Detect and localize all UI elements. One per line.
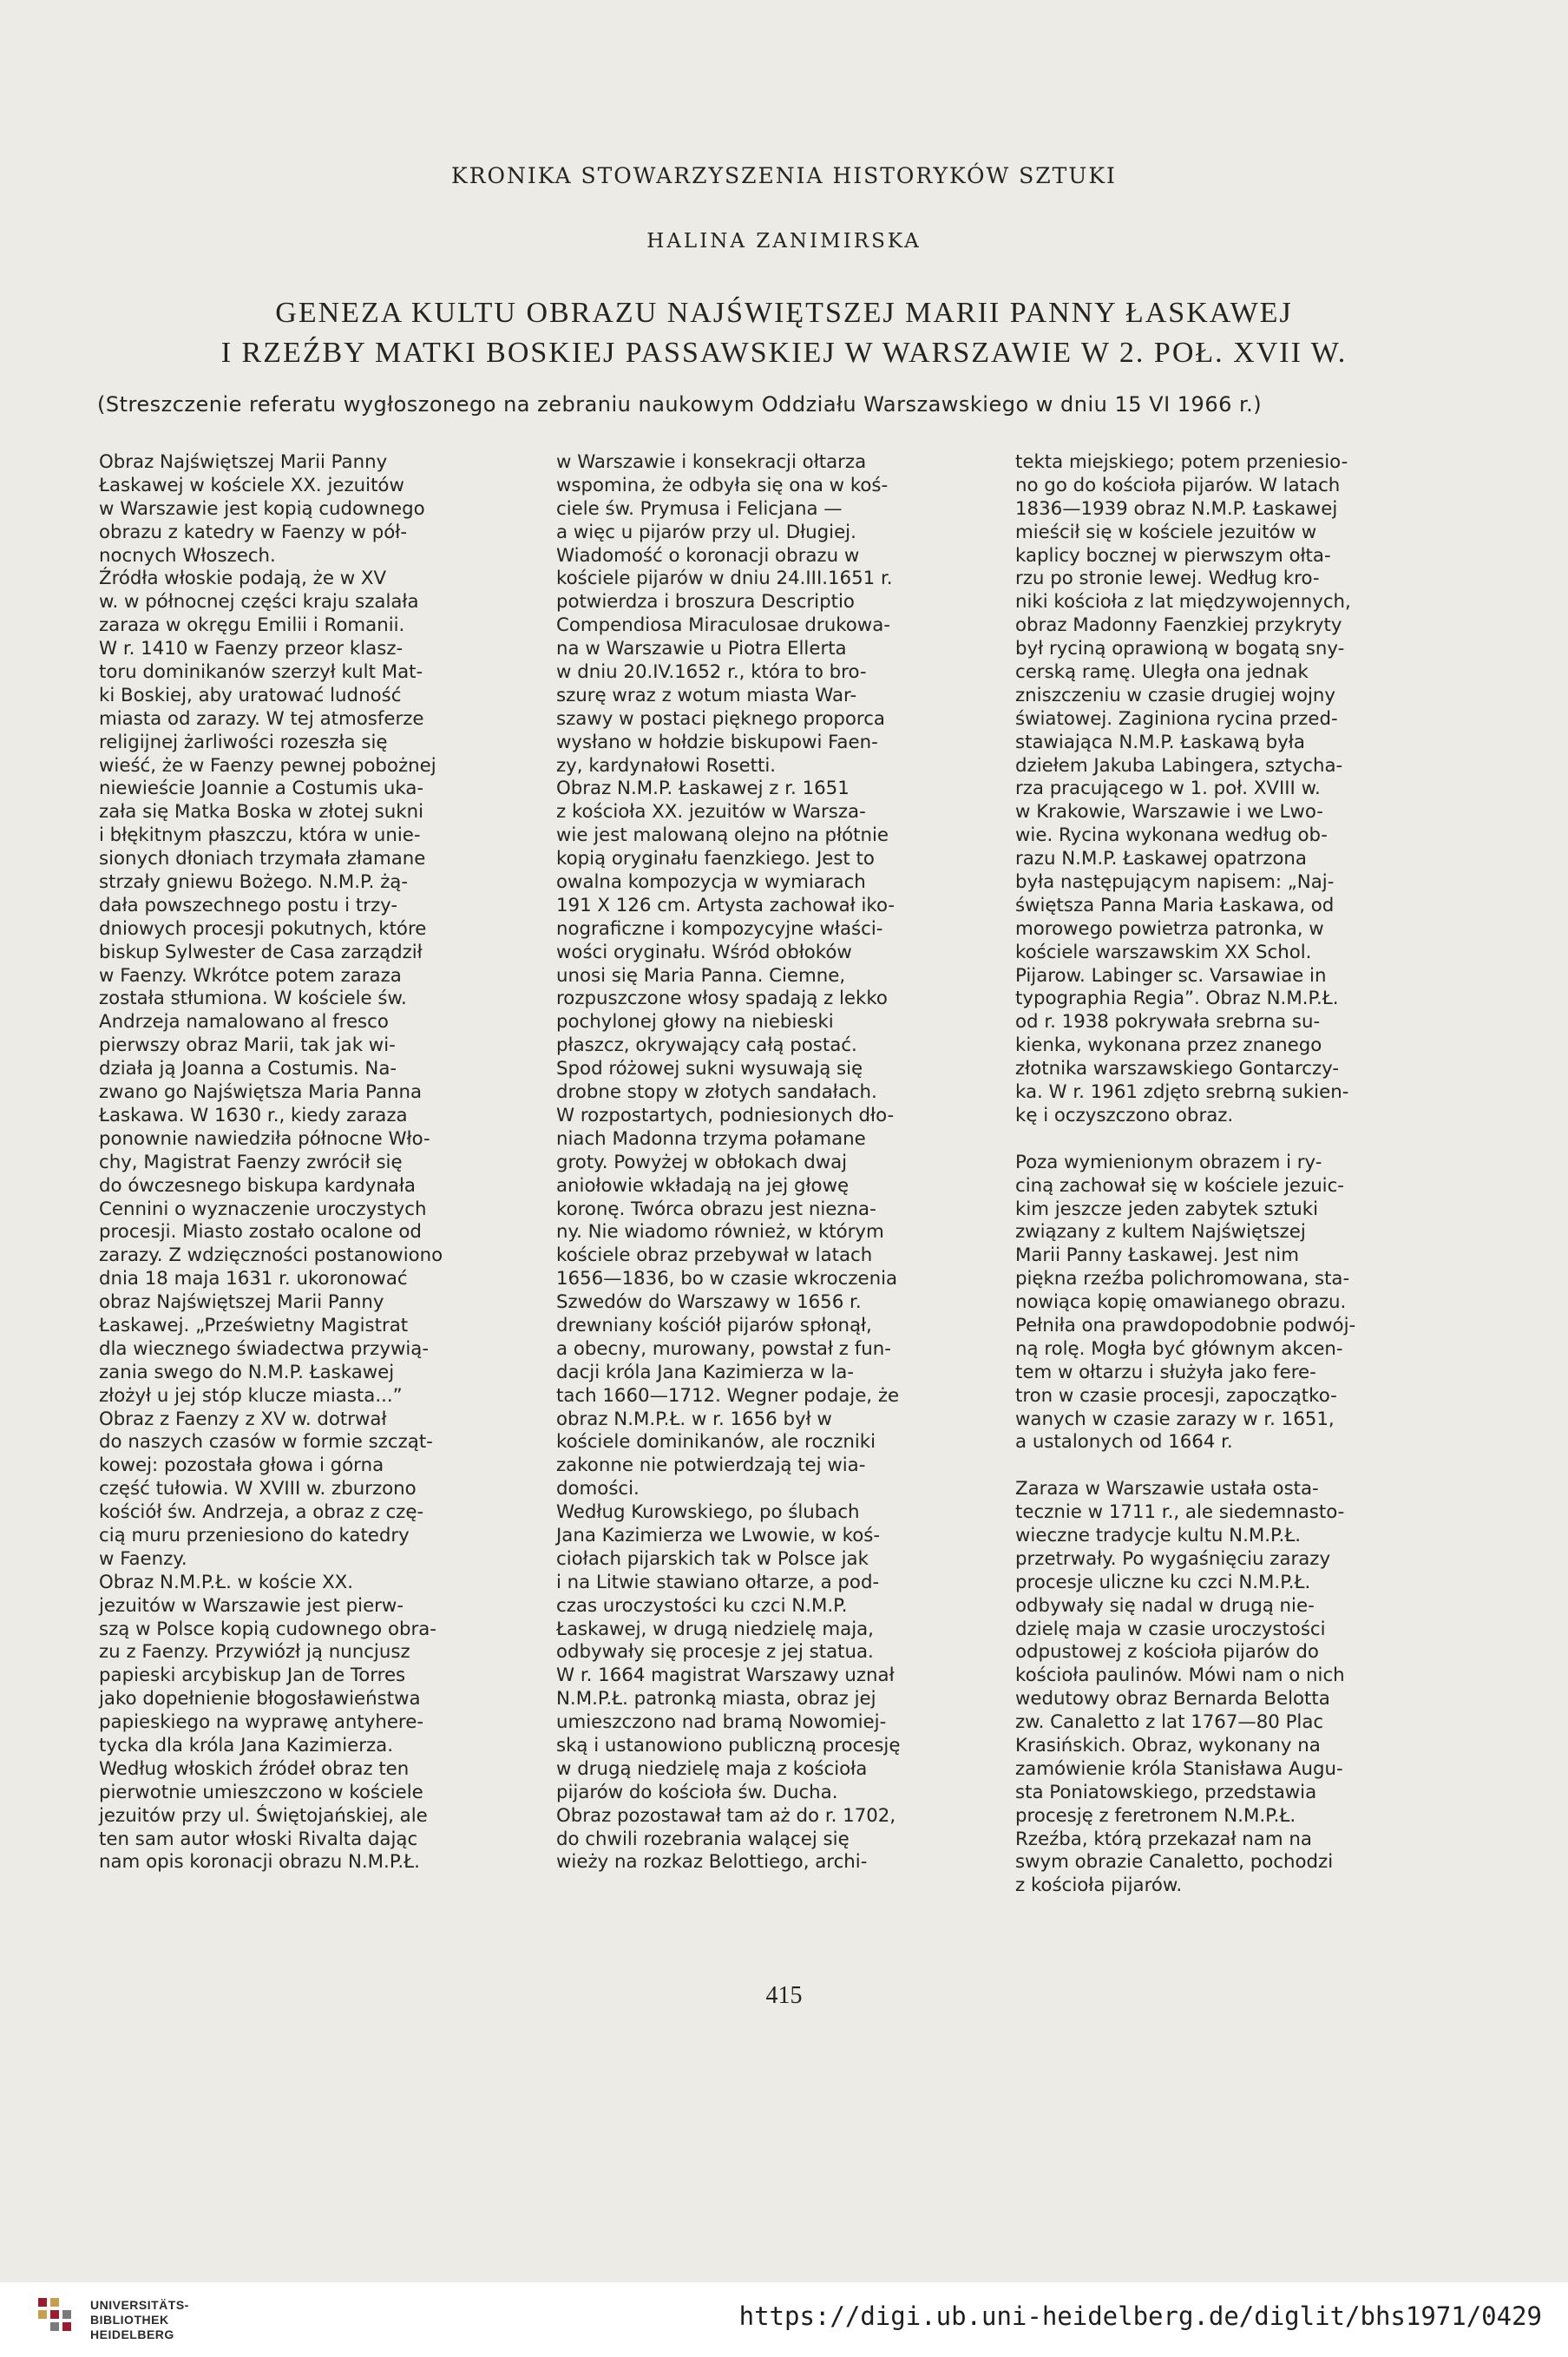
text-line: Compendiosa Miraculosae drukowa-	[556, 614, 890, 637]
text-line: dała powszechnego postu i trzy-	[99, 894, 398, 916]
article-subtitle: (Streszczenie referatu wygłoszonego na zebraniu naukowym Oddziału Warszawskiego w dniu 15 VI 1966 r.)	[97, 392, 1263, 417]
text-line: w. w północnej części kraju szalała	[99, 591, 419, 614]
text-line: jezuitów przy ul. Świętojańskiej, ale	[99, 1804, 428, 1827]
text-line	[1015, 1454, 1466, 1478]
text-line: wieść, że w Faenzy pewnej pobożnej	[99, 754, 436, 777]
text-line: kopią oryginału faenzkiego. Jest to	[556, 848, 875, 870]
page-number: 415	[765, 1982, 803, 2009]
text-line: niki kościoła z lat międzywojennych,	[1015, 591, 1351, 614]
text-line: aniołowie wkładają na jej głowę	[556, 1174, 850, 1197]
text-line: wie. Rycina wykonana według ob-	[1015, 824, 1328, 847]
text-line: od r. 1938 pokrywała srebrna su-	[1015, 1011, 1321, 1034]
text-line: wanych w czasie zarazy w r. 1651,	[1015, 1408, 1335, 1430]
text-line: zy, kardynałowi Rosetti.	[556, 754, 777, 777]
text-line: rozpuszczone włosy spadają z lekko	[556, 988, 888, 1010]
text-line: kościele pijarów w dniu 24.III.1651 r.	[556, 568, 893, 590]
text-line: nocnych Włoszech.	[99, 544, 276, 567]
library-name	[90, 2298, 189, 2342]
text-line: związany z kultem Najświętszej	[1015, 1221, 1306, 1244]
text-line: ską i ustanowiono publiczną procesję	[556, 1734, 901, 1756]
text-line: N.M.P.Ł. patronką miasta, obraz jej	[556, 1688, 876, 1710]
text-line: świętsza Panna Maria Łaskawa, od	[1015, 894, 1335, 916]
text-line: obraz N.M.P.Ł. w r. 1656 był w	[556, 1408, 832, 1430]
text-line: papieskiego na wyprawę antyhere-	[99, 1711, 424, 1734]
text-line: kaplicy bocznej w pierwszym ołta-	[1015, 544, 1331, 567]
text-line: stawiająca N.M.P. Łaskawą była	[1015, 731, 1305, 753]
text-line: ciną zachował się w kościele jezuic-	[1015, 1174, 1344, 1197]
text-line: Jana Kazimierza we Lwowie, w koś-	[556, 1524, 881, 1546]
text-line: pierwszy obraz Marii, tak jak wi-	[99, 1034, 396, 1057]
text-line: nograficzne i kompozycyjne właści-	[556, 917, 883, 940]
text-line: ny. Nie wiadomo również, w którym	[556, 1221, 884, 1244]
text-line: a obecny, murowany, powstał z fun-	[556, 1337, 891, 1360]
text-line: Łaskawej. „Prześwietny Magistrat	[99, 1314, 409, 1336]
text-line: kościoła paulinów. Mówi nam o nich	[1015, 1664, 1345, 1687]
text-line: rzu po stronie lewej. Według kro-	[1015, 568, 1320, 590]
text-line: Wiadomość o koronacji obrazu w	[556, 544, 860, 567]
text-line: Obraz Najświętszej Marii Panny	[99, 451, 388, 473]
text-line: zakonne nie potwierdzają tej wia-	[556, 1454, 866, 1477]
text-line: kościół św. Andrzeja, a obraz z czę-	[99, 1501, 424, 1524]
text-line: była następującym napisem: „Naj-	[1015, 871, 1335, 894]
text-line: w Faenzy.	[99, 1547, 187, 1570]
text-line: Łaskawej, w drugą niedzielę maja,	[556, 1618, 874, 1640]
text-line: a ustalonych od 1664 r.	[1015, 1431, 1233, 1454]
text-line: jako dopełnienie błogosławieństwa	[99, 1688, 421, 1710]
text-line: ną rolę. Mogła być głównym akcen-	[1015, 1337, 1343, 1360]
text-line: tecznie w 1711 r., ale siedemnasto-	[1015, 1501, 1345, 1524]
text-line: Obraz N.M.P. Łaskawej z r. 1651	[556, 778, 850, 800]
text-line: razu N.M.P. Łaskawej opatrzona	[1015, 848, 1307, 870]
author-name: HALINA ZANIMIRSKA	[646, 230, 922, 253]
text-line: światowej. Zaginiona rycina przed-	[1015, 707, 1338, 730]
text-line: procesje uliczne ku czci N.M.P.Ł.	[1015, 1571, 1311, 1593]
text-column-2	[556, 451, 1007, 1874]
title-line-1: GENEZA KULTU OBRAZU NAJŚWIĘTSZEJ MARII PANNY ŁASKAWEJ	[275, 297, 1293, 329]
text-line: pijarów do kościoła św. Ducha.	[556, 1781, 838, 1803]
article-title	[0, 293, 1568, 373]
text-line: przetrwały. Po wygaśnięciu zarazy	[1015, 1547, 1331, 1570]
text-line: Szwedów do Warszawy w 1656 r.	[556, 1291, 862, 1314]
text-line: i na Litwie stawiano ołtarze, a pod-	[556, 1571, 880, 1593]
text-line: groty. Powyżej w obłokach dwaj	[556, 1151, 848, 1173]
text-line: zniszczeniu w czasie drugiej wojny	[1015, 684, 1336, 706]
text-line: nowiąca kopię omawianego obrazu.	[1015, 1291, 1347, 1314]
text-line: obraz Madonny Faenzkiej przykryty	[1015, 614, 1342, 637]
text-line: w Warszawie i konsekracji ołtarza	[556, 451, 867, 473]
text-line: wieży na rozkaz Belottiego, archi-	[556, 1851, 868, 1874]
text-line: tycka dla króla Jana Kazimierza.	[99, 1734, 393, 1756]
running-head: KRONIKA STOWARZYSZENIA HISTORYKÓW SZTUKI	[451, 163, 1117, 188]
text-line: Rzeźba, którą przekazał nam na	[1015, 1828, 1312, 1850]
text-line: W r. 1664 magistrat Warszawy uznał	[556, 1664, 895, 1687]
text-line: czas uroczystości ku czci N.M.P.	[556, 1594, 848, 1617]
text-line: w Faenzy. Wkrótce potem zaraza	[99, 964, 402, 987]
library-name-line: HEIDELBERG	[90, 2327, 174, 2341]
library-name-line: UNIVERSITÄTS-	[90, 2298, 189, 2312]
text-line: dacji króla Jana Kazimierza w la-	[556, 1361, 855, 1383]
text-line: Marii Panny Łaskawej. Jest nim	[1015, 1244, 1299, 1267]
text-line: Krasińskich. Obraz, wykonany na	[1015, 1734, 1321, 1756]
text-line: religijnej żarliwości rozeszła się	[99, 731, 388, 753]
text-line: sta Poniatowskiego, przedstawia	[1015, 1781, 1317, 1803]
text-line: kościele dominikanów, ale roczniki	[556, 1431, 876, 1454]
text-line: złożył u jej stóp klucze miasta...”	[99, 1384, 403, 1407]
text-line: odbywały się procesje z jej statua.	[556, 1641, 874, 1664]
text-line: biskup Sylwester de Casa zarządził	[99, 941, 423, 963]
text-line: zania swego do N.M.P. Łaskawej	[99, 1361, 395, 1383]
text-line: niach Madonna trzyma połamane	[556, 1127, 866, 1150]
text-line: tach 1660—1712. Wegner podaje, że	[556, 1384, 900, 1407]
text-line: morowego powietrza patronka, w	[1015, 917, 1324, 940]
source-url-link[interactable]: https://digi.ub.uni-heidelberg.de/diglit/bhs1971/0429	[738, 2301, 1542, 2331]
text-line: dla wiecznego świadectwa przywią-	[99, 1337, 430, 1360]
title-line-2: I RZEŹBY MATKI BOSKIEJ PASSAWSKIEJ W WARSZAWIE W 2. POŁ. XVII W.	[220, 337, 1348, 369]
text-line	[1015, 1128, 1466, 1152]
text-line: jezuitów w Warszawie jest pierw-	[99, 1594, 404, 1617]
text-line: do naszych czasów w formie szcząt-	[99, 1431, 433, 1454]
text-line: Obraz z Faenzy z XV w. dotrwał	[99, 1408, 387, 1430]
text-line: odbywały się nadal w drugą nie-	[1015, 1594, 1315, 1617]
text-line: Pełniła ona prawdopodobnie podwój-	[1015, 1314, 1356, 1336]
text-line: tron w czasie procesji, zapoczątko-	[1015, 1384, 1337, 1407]
text-line: mieścił się w kościele jezuitów w	[1015, 521, 1317, 543]
text-line: dzielę maja w czasie uroczystości	[1015, 1618, 1326, 1640]
text-line: W r. 1410 w Faenzy przeor klasz-	[99, 638, 403, 660]
text-line: płaszcz, okrywający całą postać.	[556, 1034, 857, 1057]
text-line: z kościoła pijarów.	[1015, 1874, 1183, 1897]
text-line: wspomina, że odbyła się ona w koś-	[556, 474, 889, 496]
text-line: niewieście Joannie a Costumis uka-	[99, 778, 424, 800]
text-line: drewniany kościół pijarów spłonął,	[556, 1314, 872, 1336]
text-line: piękna rzeźba polichromowana, sta-	[1015, 1268, 1350, 1290]
text-line: z kościoła XX. jezuitów w Warsza-	[556, 801, 866, 824]
text-line: w dniu 20.IV.1652 r., która to bro-	[556, 661, 867, 684]
text-line: nam opis koronacji obrazu N.M.P.Ł.	[99, 1851, 420, 1874]
text-column-3	[1015, 451, 1466, 1898]
text-line: swym obrazie Canaletto, pochodzi	[1015, 1851, 1334, 1874]
text-line: Spod różowej sukni wysuwają się	[556, 1058, 863, 1080]
text-line: szawy w postaci pięknego proporca	[556, 707, 885, 730]
text-line: tekta miejskiego; potem przeniesio-	[1015, 451, 1348, 473]
text-line: w Warszawie jest kopią cudownego	[99, 497, 425, 520]
text-line: no go do kościoła pijarów. W latach	[1015, 474, 1341, 496]
text-line: ka. W r. 1961 zdjęto srebrną sukien-	[1015, 1081, 1349, 1104]
text-line: 1836—1939 obraz N.M.P. Łaskawej	[1015, 497, 1338, 520]
text-line: pochylonej głowy na niebieski	[556, 1011, 834, 1034]
text-line: w Krakowie, Warszawie i we Lwo-	[1015, 801, 1323, 824]
text-line: typographia Regia”. Obraz N.M.P.Ł.	[1015, 988, 1339, 1010]
text-line: zw. Canaletto z lat 1767—80 Plac	[1015, 1711, 1324, 1734]
text-line: potwierdza i broszura Descriptio	[556, 591, 855, 614]
text-line: szą w Polsce kopią cudownego obra-	[99, 1618, 436, 1640]
text-line: 1656—1836, bo w czasie wkroczenia	[556, 1268, 898, 1290]
text-line: część tułowia. W XVIII w. zburzono	[99, 1478, 417, 1500]
text-line: kowej: pozostała głowa i górna	[99, 1454, 384, 1477]
text-line: w drugą niedzielę maja z kościoła	[556, 1757, 868, 1780]
text-line: owalna kompozycja w wymiarach	[556, 871, 866, 894]
text-line: dnia 18 maja 1631 r. ukoronować	[99, 1268, 408, 1290]
text-line: Obraz N.M.P.Ł. w koście XX.	[99, 1571, 354, 1593]
text-line: dniowych procesji pokutnych, które	[99, 917, 427, 940]
text-line: Według Kurowskiego, po ślubach	[556, 1501, 860, 1524]
text-line: tem w ołtarzu i służyła jako fere-	[1015, 1361, 1316, 1383]
text-column-1	[99, 451, 550, 1874]
text-line: kę i oczyszczono obraz.	[1015, 1104, 1234, 1126]
text-line: wości oryginału. Wśród obłoków	[556, 941, 852, 963]
text-line: do ówczesnego biskupa kardynała	[99, 1174, 416, 1197]
library-name-line: BIBLIOTHEK	[90, 2313, 169, 2327]
text-line: Poza wymienionym obrazem i ry-	[1015, 1151, 1322, 1173]
text-line: zamówienie króla Stanisława Augu-	[1015, 1757, 1343, 1780]
text-line: Łaskawa. W 1630 r., kiedy zaraza	[99, 1104, 408, 1126]
text-line: Andrzeja namalowano al fresco	[99, 1011, 389, 1034]
text-line: Zaraza w Warszawie ustała osta-	[1015, 1478, 1319, 1500]
text-line: do chwili rozebrania walącej się	[556, 1828, 850, 1850]
text-line: Cennini o wyznaczenie uroczystych	[99, 1198, 427, 1220]
text-line: ciołach pijarskich tak w Polsce jak	[556, 1547, 869, 1570]
text-line: toru dominikanów szerzył kult Mat-	[99, 661, 423, 684]
text-line: koronę. Twórca obrazu jest niezna-	[556, 1198, 876, 1220]
text-line: działa ją Joanna a Costumis. Na-	[99, 1058, 397, 1080]
text-line: zała się Matka Boska w złotej sukni	[99, 801, 423, 824]
text-line: szurę wraz z wotum miasta War-	[556, 684, 857, 706]
text-line: procesji. Miasto zostało ocalone od	[99, 1221, 422, 1244]
text-line: zaraza w okręgu Emilii i Romanii.	[99, 614, 405, 637]
text-line: Łaskawej w kościele XX. jezuitów	[99, 474, 404, 496]
text-line: ten sam autor włoski Rivalta dając	[99, 1828, 418, 1850]
text-line: W rozpostartych, podniesionych dło-	[556, 1104, 895, 1126]
text-line: kim jeszcze jeden zabytek sztuki	[1015, 1198, 1319, 1220]
text-line: ki Boskiej, aby uratować ludność	[99, 684, 402, 706]
library-logo-icon	[33, 2291, 82, 2340]
text-line: zwano go Najświętsza Maria Panna	[99, 1081, 423, 1104]
text-line: wie jest malowaną olejno na płótnie	[556, 824, 889, 847]
text-line: strzały gniewu Bożego. N.M.P. żą-	[99, 871, 409, 894]
text-line: ciele św. Prymusa i Felicjana —	[556, 497, 843, 520]
text-line: Pijarow. Labinger sc. Varsawiae in	[1015, 964, 1327, 987]
text-line: kienka, wykonana przez znanego	[1015, 1034, 1322, 1057]
text-line: Źródła włoskie podają, że w XV	[99, 568, 387, 590]
text-line: umieszczono nad bramą Nowomiej-	[556, 1711, 887, 1734]
text-line: zarazy. Z wdzięczności postanowiono	[99, 1244, 443, 1267]
text-line: została stłumiona. W kościele św.	[99, 988, 407, 1010]
text-line: obrazu z katedry w Faenzy w pół-	[99, 521, 408, 543]
text-line: rza pracującego w 1. poł. XVIII w.	[1015, 778, 1321, 800]
text-line: na w Warszawie u Piotra Ellerta	[556, 638, 847, 660]
text-line: miasta od zarazy. W tej atmosferze	[99, 707, 424, 730]
text-line: Według włoskich źródeł obraz ten	[99, 1757, 410, 1780]
text-line: kościele obraz przebywał w latach	[556, 1244, 873, 1267]
text-line: pierwotnie umieszczono w kościele	[99, 1781, 423, 1803]
text-line: wysłano w hołdzie biskupowi Faen-	[556, 731, 878, 753]
text-line: kościele warszawskim XX Schol.	[1015, 941, 1312, 963]
text-line: obraz Najświętszej Marii Panny	[99, 1291, 384, 1314]
text-line: zu z Faenzy. Przywiózł ją nuncjusz	[99, 1641, 410, 1664]
text-line: chy, Magistrat Faenzy zwrócił się	[99, 1151, 403, 1173]
text-line: wieczne tradycje kultu N.M.P.Ł.	[1015, 1524, 1302, 1546]
text-line: cerską ramę. Uległa ona jednak	[1015, 661, 1309, 684]
text-line: procesję z feretronem N.M.P.Ł.	[1015, 1804, 1296, 1827]
text-line: i błękitnym płaszczu, która w unie-	[99, 824, 421, 847]
text-line: 191 X 126 cm. Artysta zachował iko-	[556, 894, 896, 916]
text-line: a więc u pijarów przy ul. Długiej.	[556, 521, 856, 543]
text-line: wedutowy obraz Bernarda Belotta	[1015, 1688, 1330, 1710]
text-line: ponownie nawiedziła północne Wło-	[99, 1127, 430, 1150]
text-line: domości.	[556, 1478, 640, 1500]
text-line: drobne stopy w złotych sandałach.	[556, 1081, 877, 1104]
text-line: unosi się Maria Panna. Ciemne,	[556, 964, 846, 987]
text-line: Obraz pozostawał tam aż do r. 1702,	[556, 1804, 896, 1827]
text-line: papieski arcybiskup Jan de Torres	[99, 1664, 406, 1687]
text-line: sionych dłoniach trzymała złamane	[99, 848, 426, 870]
text-line: był ryciną oprawioną w bogatą sny-	[1015, 638, 1345, 660]
text-line: złotnika warszawskiego Gontarczy-	[1015, 1058, 1340, 1080]
text-line: odpustowej z kościoła pijarów do	[1015, 1641, 1319, 1664]
text-line: dziełem Jakuba Labingera, sztycha-	[1015, 754, 1343, 777]
text-line: cią muru przeniesiono do katedry	[99, 1524, 410, 1546]
